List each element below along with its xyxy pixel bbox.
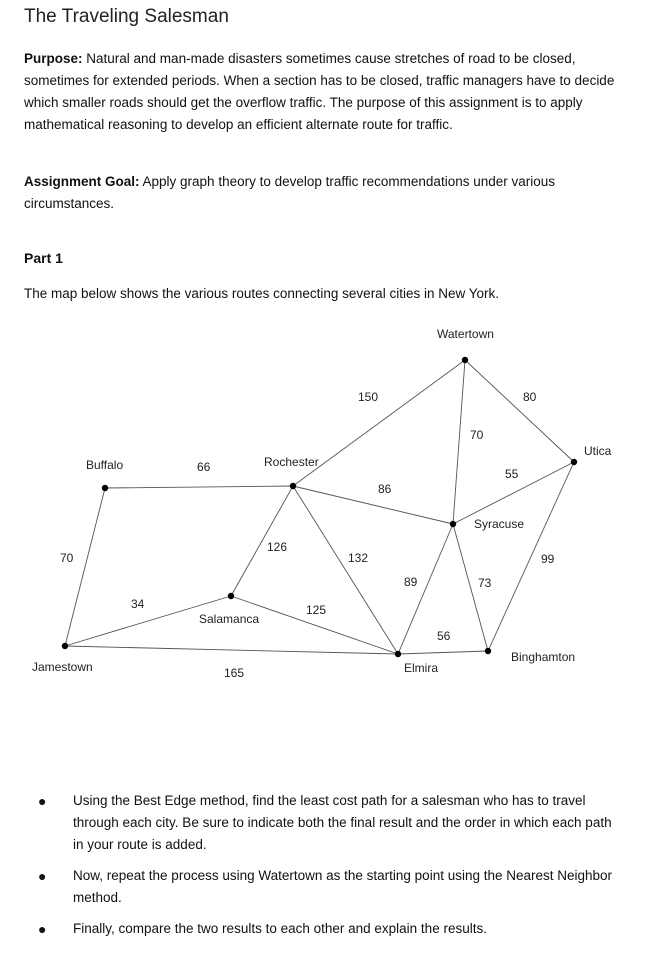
road-weight-label: 150 bbox=[358, 390, 379, 404]
road-watertown-utica bbox=[465, 360, 574, 462]
task-list bbox=[24, 790, 624, 949]
city-node-rochester bbox=[290, 483, 296, 489]
road-weight-label: 89 bbox=[404, 575, 418, 589]
city-label-syracuse: Syracuse bbox=[474, 517, 525, 531]
cities-layer bbox=[32, 327, 612, 675]
road-weight-label: 80 bbox=[523, 390, 537, 404]
road-utica-binghamton bbox=[488, 462, 574, 651]
weights-layer bbox=[60, 390, 555, 680]
road-buffalo-rochester bbox=[105, 486, 293, 488]
task-text: Using the Best Edge method, find the least cost path for a salesman who has to travel through each city. Be sure to indicate both the final result and the order in which each path in your route is added. bbox=[73, 793, 612, 852]
road-weight-label: 56 bbox=[437, 629, 451, 643]
city-node-utica bbox=[571, 459, 577, 465]
task-item bbox=[24, 918, 624, 940]
purpose-text: Natural and man-made disasters sometimes cause stretches of road to be closed, sometimes for extended periods. When a section has to be closed, traffic managers have to decide which smaller roads should get the overflow traffic. The purpose of this assignment is to apply mathematical reasoning to develop an efficient alternate route for traffic. bbox=[24, 51, 615, 132]
road-weight-label: 34 bbox=[131, 597, 145, 611]
city-node-binghamton bbox=[485, 648, 491, 654]
city-label-jamestown: Jamestown bbox=[32, 660, 93, 674]
road-weight-label: 165 bbox=[224, 666, 245, 680]
road-weight-label: 70 bbox=[470, 428, 484, 442]
task-item bbox=[24, 790, 624, 856]
city-label-elmira: Elmira bbox=[404, 661, 439, 675]
task-text: Now, repeat the process using Watertown as the starting point using the Nearest Neighbor method. bbox=[73, 868, 613, 905]
goal-text: Apply graph theory to develop traffic recommendations under various circumstances. bbox=[24, 174, 556, 211]
page-title: The Traveling Salesman bbox=[24, 6, 229, 27]
purpose-label: Purpose: bbox=[24, 51, 83, 66]
city-node-watertown bbox=[462, 357, 468, 363]
part-heading: Part 1 bbox=[24, 250, 63, 266]
road-weight-label: 125 bbox=[306, 603, 327, 617]
road-weight-label: 99 bbox=[541, 552, 555, 566]
road-rochester-syracuse bbox=[293, 486, 453, 524]
bullet-icon: ● bbox=[38, 793, 47, 809]
city-label-rochester: Rochester bbox=[264, 455, 319, 469]
road-buffalo-jamestown bbox=[65, 488, 105, 646]
road-weight-label: 66 bbox=[197, 460, 211, 474]
task-text: Finally, compare the two results to each other and explain the results. bbox=[73, 921, 487, 936]
road-watertown-syracuse bbox=[453, 360, 465, 524]
city-label-salamanca: Salamanca bbox=[199, 612, 260, 626]
city-label-utica: Utica bbox=[584, 444, 612, 458]
city-node-salamanca bbox=[228, 593, 234, 599]
road-weight-label: 126 bbox=[267, 540, 288, 554]
bullet-icon: ● bbox=[38, 921, 47, 937]
goal-label: Assignment Goal: bbox=[24, 174, 140, 189]
road-elmira-binghamton bbox=[398, 651, 488, 654]
map-intro: The map below shows the various routes connecting several cities in New York. bbox=[24, 286, 499, 301]
bullet-icon: ● bbox=[38, 868, 47, 884]
road-weight-label: 86 bbox=[378, 482, 392, 496]
road-weight-label: 73 bbox=[478, 576, 492, 590]
road-weight-label: 70 bbox=[60, 551, 74, 565]
road-rochester-elmira bbox=[293, 486, 398, 654]
city-label-binghamton: Binghamton bbox=[511, 650, 576, 664]
city-label-watertown: Watertown bbox=[437, 327, 494, 341]
city-node-syracuse bbox=[450, 521, 456, 527]
city-node-buffalo bbox=[102, 485, 108, 491]
road-rochester-watertown bbox=[293, 360, 465, 486]
road-weight-label: 55 bbox=[505, 467, 519, 481]
road-jamestown-elmira bbox=[65, 646, 398, 654]
road-weight-label: 132 bbox=[348, 551, 369, 565]
city-node-jamestown bbox=[62, 643, 68, 649]
task-item bbox=[24, 865, 624, 909]
city-label-buffalo: Buffalo bbox=[86, 458, 124, 472]
city-node-elmira bbox=[395, 651, 401, 657]
